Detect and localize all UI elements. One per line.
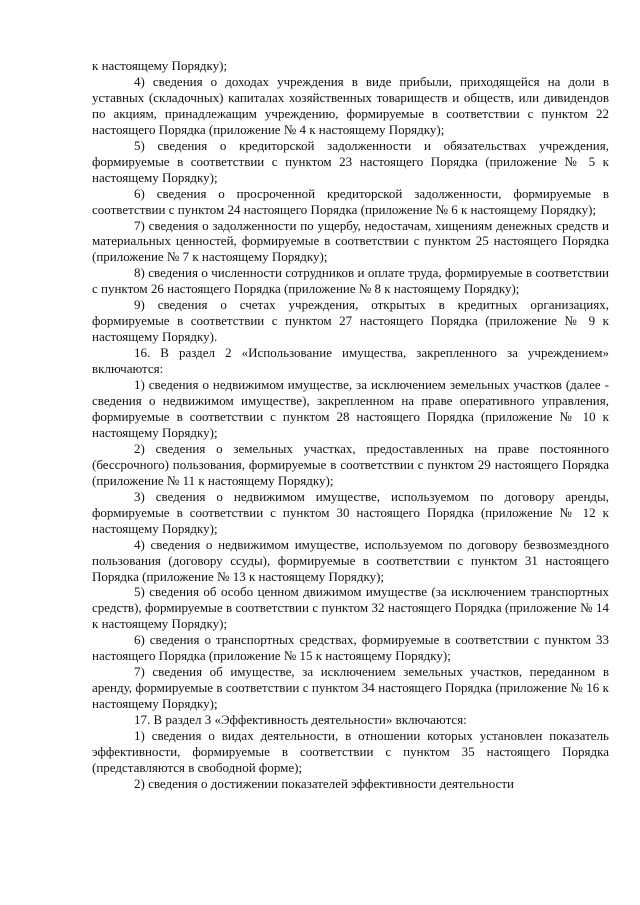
paragraph-section-17: 17. В раздел 3 «Эффективность деятельности» включаются: — [134, 712, 467, 728]
paragraph-item-17-1: 1) сведения о видах деятельности, в отношении которых установлен показатель эффективности, формируемые в соответствии с пунктом 35 настоящего Порядка (представляются в свободной форме); — [92, 728, 609, 775]
paragraph-item-16-4: 4) сведения о недвижимом имуществе, используемом по договору безвозмездного пользования (договору ссуды), формируемые в соответствии с пунктом 31 настоящего Порядка (приложение № 13 к настоящему Порядку); — [92, 536, 609, 584]
paragraph-section-16: 16. В раздел 2 «Использование имущества, закрепленного за учреждением» включаются: — [92, 345, 609, 377]
paragraph-item-15-7: 7) сведения о задолженности по ущербу, недостачам, хищениям денежных средств и материальных ценностей, формируемые в соответствии с пунктом 25 настоящего Порядка (приложение № 7 к настоящему Порядку); — [92, 217, 609, 265]
paragraph-item-15-8: 8) сведения о численности сотрудников и оплате труда, формируемые в соответствии с пунктом 26 настоящего Порядка (приложение № 8 к настоящему Порядку); — [92, 265, 609, 297]
paragraph-item-15-4: 4) сведения о доходах учреждения в виде прибыли, приходящейся на доли в уставных (складочных) капиталах хозяйственных товариществ и обществ, или дивидендов по акциям, принадлежащим учреждению, формируемые в соответствии с пунктом 22 настоящего Порядка (приложение № 4 к настоящему Порядку); — [92, 73, 609, 137]
document-body — [92, 58, 609, 792]
paragraph-item-16-3: 3) сведения о недвижимом имуществе, используемом по договору аренды, формируемые в соответствии с пунктом 30 настоящего Порядка (приложение № 12 к настоящему Порядку); — [92, 488, 609, 536]
paragraph-continuation: к настоящему Порядку); — [92, 58, 228, 73]
paragraph-item-16-7: 7) сведения об имуществе, за исключением земельных участков, переданном в аренду, формируемые в соответствии с пунктом 34 настоящего Порядка (приложение № 16 к настоящему Порядку); — [92, 664, 609, 712]
paragraph-item-16-5: 5) сведения об особо ценном движимом имуществе (за исключением транспортных средств), формируемые в соответствии с пунктом 32 настоящего Порядка (приложение № 14 к настоящему Порядку); — [92, 584, 609, 632]
paragraph-item-15-5: 5) сведения о кредиторской задолженности и обязательствах учреждения, формируемые в соответствии с пунктом 23 настоящего Порядка (приложение № 5 к настоящему Порядку); — [92, 137, 609, 185]
paragraph-item-15-6: 6) сведения о просроченной кредиторской задолженности, формируемые в соответствии с пунктом 24 настоящего Порядка (приложение № 6 к настоящему Порядку); — [92, 185, 609, 217]
paragraph-item-17-2: 2) сведения о достижении показателей эффективности деятельности — [134, 775, 514, 791]
paragraph-item-15-9: 9) сведения о счетах учреждения, открытых в кредитных организациях, формируемые в соответствии с пунктом 27 настоящего Порядка (приложение № 9 к настоящему Порядку). — [92, 297, 609, 345]
paragraph-item-16-2: 2) сведения о земельных участках, предоставленных на праве постоянного (бессрочного) пользования, формируемые в соответствии с пунктом 29 настоящего Порядка (приложение № 11 к настоящему Порядку); — [92, 440, 609, 488]
paragraph-item-16-1: 1) сведения о недвижимом имуществе, за исключением земельных участков (далее - сведения о недвижимом имуществе), закрепленном на праве оперативного управления, формируемые в соответствии с пунктом 28 настоящего Порядка (приложение № 10 к настоящему Порядку); — [92, 377, 609, 440]
paragraph-item-16-6: 6) сведения о транспортных средствах, формируемые в соответствии с пунктом 33 настоящего Порядка (приложение № 15 к настоящему Порядку); — [92, 632, 609, 664]
